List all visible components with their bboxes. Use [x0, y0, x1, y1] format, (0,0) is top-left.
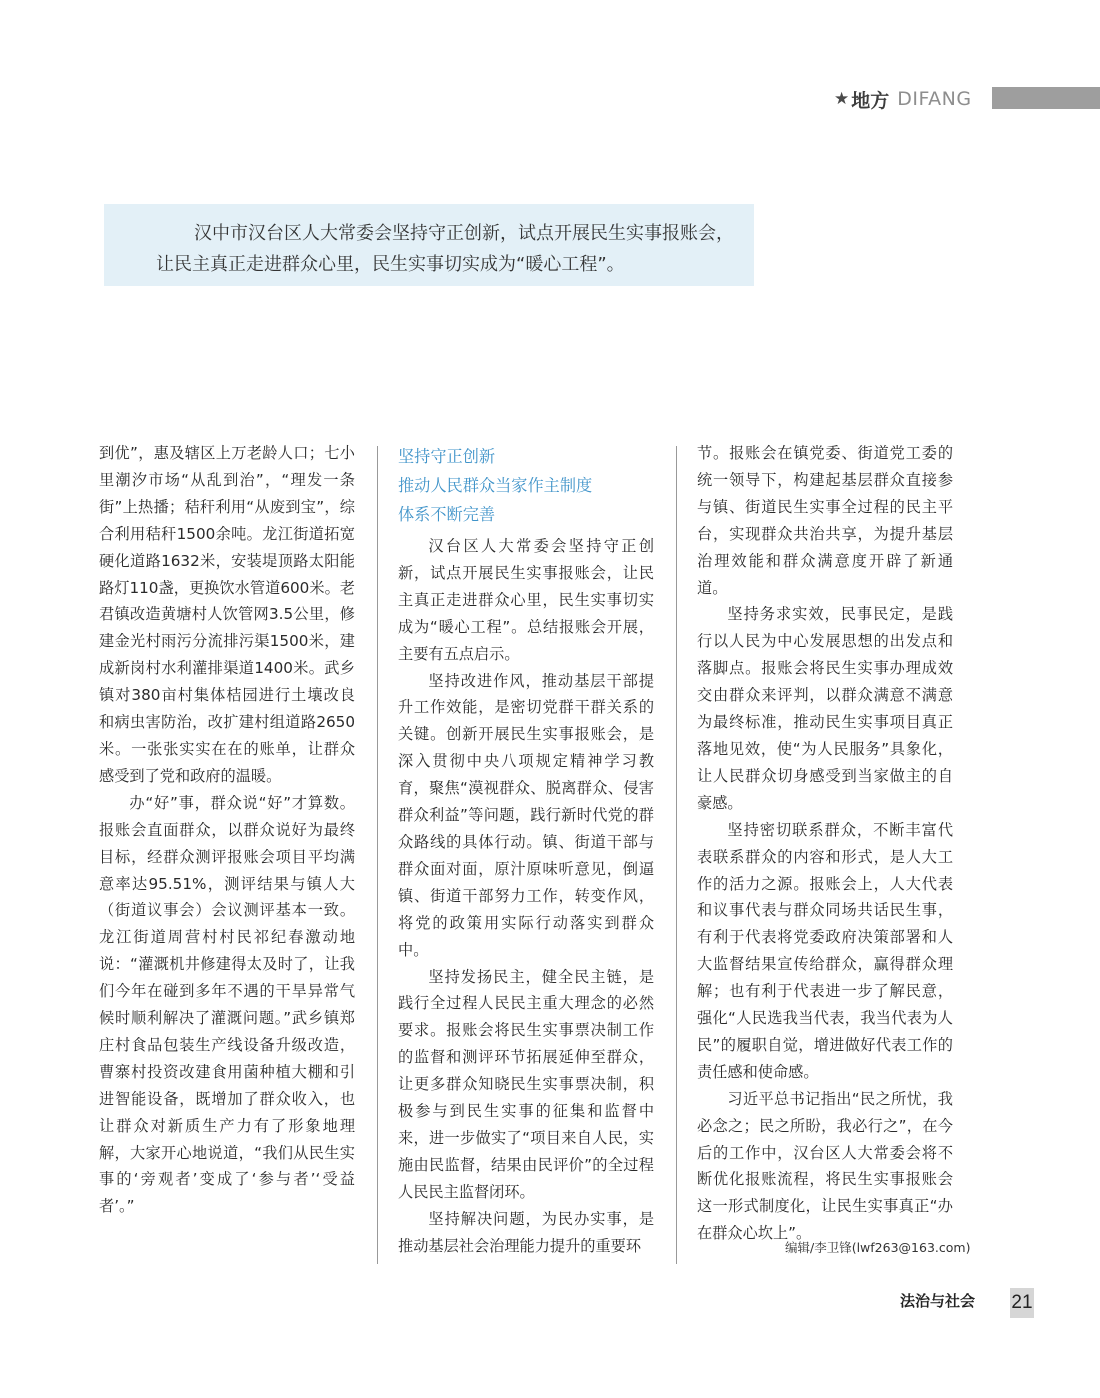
paragraph: 坚持改进作风，推动基层干部提升工作效能，是密切党群干群关系的关键。创新开展民生实事报账会，是深入贯彻中央八项规定精神学习教育，聚焦“漠视群众、脱离群众、侵害群众利益”等问题，践行新时代党的群众路线的具体行动。镇、街道干部与群众面对面，原汁原味听意见，倒逼镇、街道干部努力工作，转变作风，将党的政策用实际行动落实到群众中。 — [398, 671, 654, 959]
subheading-line: 坚持守正创新 — [398, 447, 496, 466]
magazine-title: 法治与社会 — [900, 1292, 976, 1310]
subheading-line: 体系不断完善 — [398, 505, 496, 524]
column-divider — [676, 446, 677, 1264]
page-number: 21 — [1010, 1288, 1034, 1318]
paragraph: 坚持务求实效，民事民定，是践行以人民为中心发展思想的出发点和落脚点。报账会将民生实事办理成效交由群众来评判，以群众满意不满意为最终标准，推动民生实事项目真正落地见效，使“为人民服务”具象化，让人民群众切身感受到当家做主的自豪感。 — [697, 605, 953, 812]
paragraph: 坚持密切联系群众，不断丰富代表联系群众的内容和形式，是人大工作的活力之源。报账会上，人大代表和议事代表与群众同场共话民生事，有利于代表将党委政府决策部署和人大监督结果宣传给群众，赢得群众理解；也有利于代表进一步了解民意，强化“人民选我当代表，我当代表为人民”的履职自觉，增进做好代表工作的责任感和使命感。 — [697, 820, 953, 1081]
lead-box — [104, 204, 754, 286]
section-title-en: DIFANG — [897, 88, 972, 110]
star-icon: ★ — [834, 89, 850, 109]
article-column-3 — [697, 440, 953, 1247]
editor-credit: 编辑/李卫锋(lwf263@163.com) — [785, 1240, 971, 1255]
paragraph: 节。报账会在镇党委、街道党工委的统一领导下，构建起基层群众直接参与镇、街道民生实事全过程的民主平台，实现群众共治共享，为提升基层治理效能和群众满意度开辟了新通道。 — [697, 444, 953, 597]
column-divider — [377, 446, 378, 1264]
paragraph: 坚持发扬民主，健全民主链，是践行全过程人民民主重大理念的必然要求。报账会将民生实事票决制工作的监督和测评环节拓展延伸至群众，让更多群众知晓民生实事票决制，积极参与到民生实事的征集和监督中来，进一步做实了“项目来自人民，实施由民监督，结果由民评价”的全过程人民民主监督闭环。 — [398, 967, 654, 1201]
paragraph: 汉台区人大常委会坚持守正创新，试点开展民生实事报账会，让民主真正走进群众心里，民生实事切实成为“暖心工程”。总结报账会开展，主要有五点启示。 — [398, 537, 654, 663]
paragraph: 坚持解决问题，为民办实事，是推动基层社会治理能力提升的重要环 — [398, 1209, 654, 1255]
paragraph: 习近平总书记指出“民之所忧，我必念之；民之所盼，我必行之”，在今后的工作中，汉台区人大常委会将不断优化报账流程，将民生实事报账会这一形式制度化，让民生实事真正“办在群众心坎上”。 — [697, 1089, 953, 1243]
subheading-line: 推动人民群众当家作主制度 — [398, 476, 593, 495]
lead-text: 汉中市汉台区人大常委会坚持守正创新，试点开展民生实事报账会，让民主真正走进群众心里，民生实事切实成为“暖心工程”。 — [156, 223, 734, 275]
paragraph: 到优”，惠及辖区上万老龄人口；七小里潮汐市场“从乱到治”，“理发一条街”上热播；秸秆利用“从废到宝”，综合利用秸秆1500余吨。龙江街道拓宽硬化道路1632米，安装堤顶路太阳能路灯110盏，更换饮水管道600米。老君镇改造黄塘村人饮管网3.5公里，修建金光村雨污分流排污渠1500米，建成新岗村水利灌排渠道1400米。武乡镇对380亩村集体桔园进行土壤改良和病虫害防治，改扩建村组道路2650米。一张张实实在在的账单，让群众感受到了党和政府的温暖。 — [99, 444, 355, 785]
article-column-1 — [99, 440, 355, 1220]
article-column-2 — [398, 440, 654, 1259]
section-bar — [992, 87, 1100, 109]
section-title-cn: 地方 — [851, 89, 890, 112]
section-tag — [834, 86, 972, 112]
section-subheading — [398, 442, 654, 529]
paragraph: 办“好”事，群众说“好”才算数。报账会直面群众，以群众说好为最终目标，经群众测评报账会项目平均满意率达95.51%，测评结果与镇人大（街道议事会）会议测评基本一致。龙江街道周营村村民祁纪春激动地说：“灌溉机井修建得太及时了，让我们今年在碰到多年不遇的干旱异常气候时顺利解决了灌溉问题。”武乡镇郑庄村食品包装生产线设备升级改造，曹寨村投资改建食用菌种植大棚和引进智能设备，既增加了群众收入，也让群众对新质生产力有了形象地理解，大家开心地说道，“我们从民生实事的‘旁观者’变成了‘参与者’‘受益者’。” — [99, 793, 355, 1216]
